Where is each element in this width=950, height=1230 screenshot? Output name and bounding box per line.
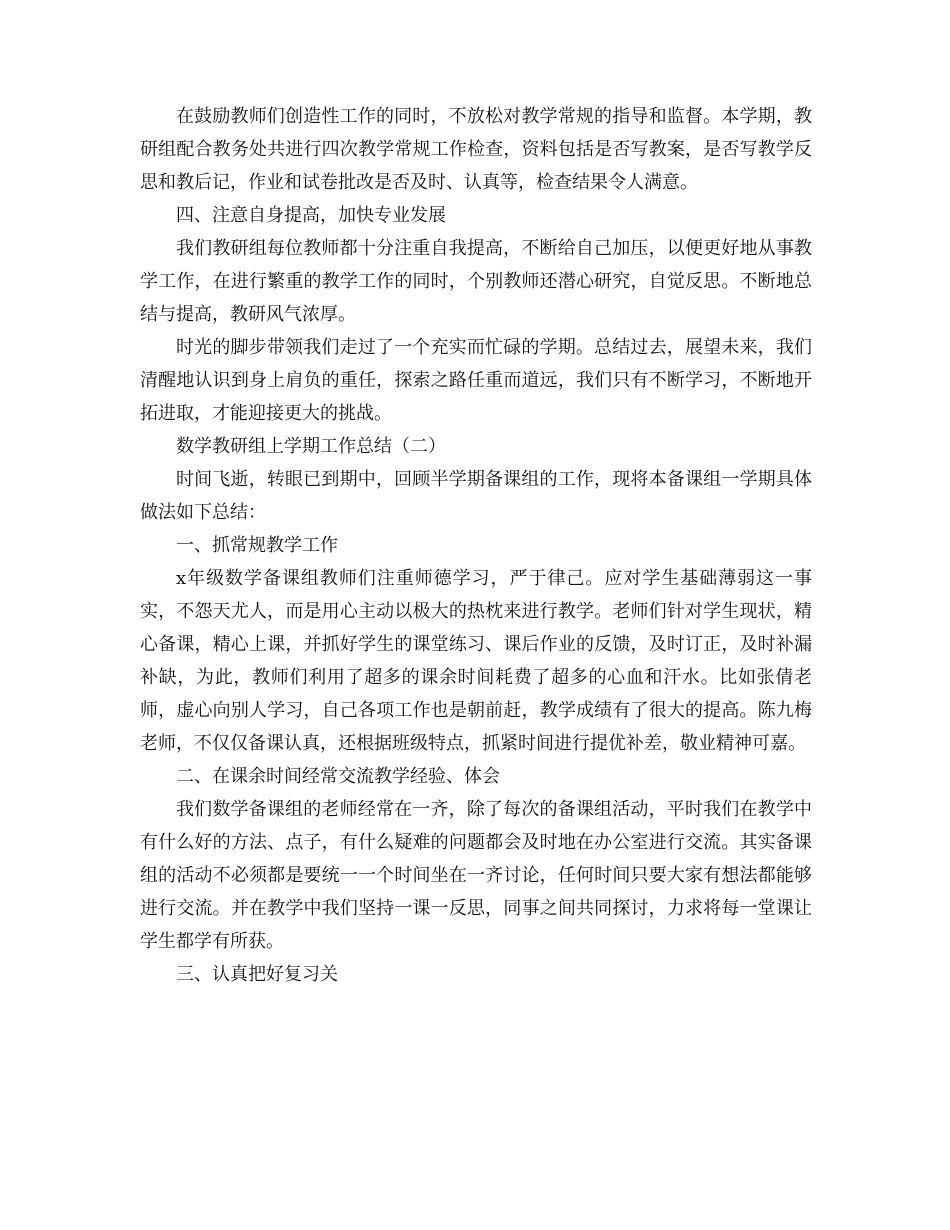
- section-heading-review: 三、认真把好复习关: [176, 964, 338, 985]
- section-heading-experience-exchange: 二、在课余时间经常交流教学经验、体会: [176, 766, 500, 787]
- paragraph-routine-supervision: 在鼓励教师们创造性工作的同时，不放松对教学常规的指导和监督。本学期，教研组配合教务处共进行四次教学常规工作检查，资料包括是否写教案，是否写教学反思和教后记，作业和试卷批改是否及时、认真等，检查结果令人满意。: [140, 106, 812, 193]
- section-heading-routine-teaching: 一、抓常规教学工作: [176, 535, 338, 556]
- document-page: [140, 100, 812, 1130]
- paragraph-self-improvement: 我们教研组每位教师都十分注重自我提高，不断给自己加压，以便更好地从事教学工作，在进行繁重的教学工作的同时，个别教师还潜心研究，自觉反思。不断地总结与提高，教研风气浓厚。: [140, 238, 812, 325]
- paragraph-experience-exchange: 我们数学备课组的老师经常在一齐，除了每次的备课组活动，平时我们在教学中有什么好的方法、点子，有什么疑难的问题都会及时地在办公室进行交流。其实备课组的活动不必须都是要统一一个时间坐在一齐讨论，任何时间只要大家有想法都能够进行交流。并在教学中我们坚持一课一反思，同事之间共同探讨，力求将每一堂课让学生都学有所获。: [140, 799, 812, 952]
- paragraph-introduction: 时间飞逝，转眼已到期中，回顾半学期备课组的工作，现将本备课组一学期具体做法如下总结：: [140, 469, 812, 523]
- paragraph-conclusion: 时光的脚步带领我们走过了一个充实而忙碌的学期。总结过去，展望未来，我们清醒地认识到身上肩负的重任，探索之路任重而道远，我们只有不断学习，不断地开拓进取，才能迎接更大的挑战。: [140, 337, 812, 424]
- section-heading-self-improvement: 四、注意自身提高，加快专业发展: [176, 205, 446, 226]
- document-subtitle: 数学教研组上学期工作总结（二）: [176, 436, 446, 457]
- paragraph-routine-teaching: x年级数学备课组教师们注重师德学习，严于律己。应对学生基础薄弱这一事实，不怨天尤人，而是用心主动以极大的热枕来进行教学。老师们针对学生现状，精心备课，精心上课，并抓好学生的课堂练习、课后作业的反馈，及时订正，及时补漏补缺，为此，教师们利用了超多的课余时间耗费了超多的心血和汗水。比如张倩老师，虚心向别人学习，自己各项工作也是朝前赶，教学成绩有了很大的提高。陈九梅老师，不仅仅备课认真，还根据班级特点，抓紧时间进行提优补差，敬业精神可嘉。: [140, 568, 812, 754]
